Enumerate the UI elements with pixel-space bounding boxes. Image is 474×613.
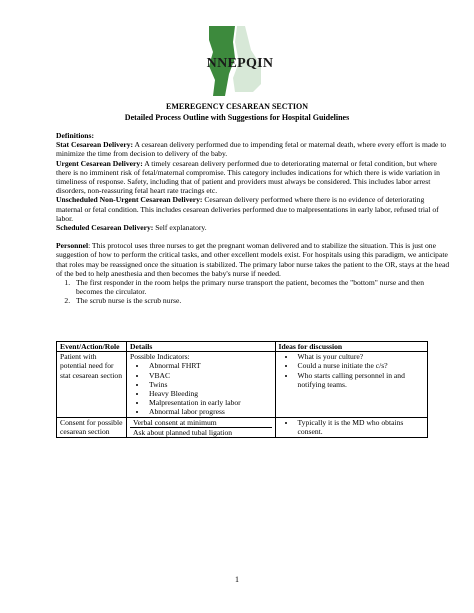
document-title: EMEREGENCY CESAREAN SECTION xyxy=(166,102,308,111)
ideas-cell xyxy=(275,352,427,417)
column-header: Event/Action/Role xyxy=(57,342,127,352)
event-cell: Patient with potential need for stat cesarean section xyxy=(57,352,127,417)
definition-text: Self explanatory. xyxy=(153,223,207,233)
document-body xyxy=(56,131,452,306)
personnel-text: : This protocol uses three nurses to get the pregnant woman delivered and to stabilize the situation. This is just one suggestion of how to perform the critical tasks, and other excellent models exist. For hospitals using this paradigm, we anticipate that roles may be reassigned once the situation is stabilized. The primary labor nurse takes the patient to the OR, stays at the head of the bed to help anesthesia and then becomes the baby's nurse if needed. xyxy=(56,241,450,278)
document-subtitle: Detailed Process Outline with Suggestions for Hospital Guidelines xyxy=(124,113,350,122)
list-item: 1. The first responder in the room helps the primary nurse transport the patient, becomes the "bottom" nurse and then becomes the circulator. xyxy=(72,278,452,296)
ideas-cell xyxy=(275,417,427,437)
column-header: Ideas for discussion xyxy=(275,342,427,352)
definition-scheduled xyxy=(56,223,452,232)
definition-urgent xyxy=(56,159,452,196)
definition-text: A timely cesarean delivery performed due to deteriorating maternal or fetal condition, but where there is no imminent risk of fetal/maternal compromise. This category includes indications for which there is wide variation in timeliness of response. Safety, including that of patient and providers must always be considered. This includes labor arrest disorders, non-reassuring fetal heart rate tracings etc. xyxy=(56,158,440,196)
list-item: 2. The scrub nurse is the scrub nurse. xyxy=(72,296,452,305)
nnepqin-logo xyxy=(195,22,277,102)
detail-line: Ask about planned tubal ligation xyxy=(132,427,233,437)
definition-term: Stat Cesarean Delivery: xyxy=(56,140,134,150)
table-row xyxy=(57,352,428,417)
definition-term: Urgent Cesarean Delivery: xyxy=(56,158,143,168)
page-number: 1 xyxy=(235,575,239,584)
list-item: • What is your culture? xyxy=(296,352,424,361)
ideas-list xyxy=(279,418,424,436)
details-intro: Possible Indicators: xyxy=(129,352,190,362)
list-item: • Could a nurse initiate the c/s? xyxy=(296,361,424,370)
indicator-list xyxy=(130,361,272,416)
details-cell xyxy=(126,352,275,417)
definition-text: A cesarean delivery performed due to impending fetal or maternal death, where every effort is made to minimize the time from decision to delivery of the baby. xyxy=(56,140,447,159)
list-item: • Who starts calling personnel in and notifying teams. xyxy=(296,371,424,389)
event-cell: Consent for possible cesarean section xyxy=(57,417,127,437)
logo-text: NNEPQIN xyxy=(206,56,274,71)
process-table xyxy=(56,341,428,438)
list-item: • Abnormal FHRT xyxy=(147,361,272,370)
list-item: • VBAC xyxy=(147,371,272,380)
personnel-term: Personnel xyxy=(56,241,89,251)
list-item: • Abnormal labor progress xyxy=(147,407,272,416)
definition-term: Scheduled Cesarean Delivery: xyxy=(56,223,154,233)
definition-term: Unscheduled Non-Urgent Cesarean Delivery: xyxy=(56,195,203,205)
list-item: • Typically it is the MD who obtains consent. xyxy=(296,418,424,436)
table-header-row xyxy=(57,342,428,352)
definition-text: Cesarean delivery performed where there is no evidence of deteriorating maternal or fetal condition. This includes cesarean deliveries performed due to malpresentations in early labor, refused trial of labor. xyxy=(56,195,439,223)
definitions-heading: Definitions: xyxy=(56,131,94,140)
column-header: Details xyxy=(126,342,275,352)
detail-line: Verbal consent at minimum xyxy=(130,418,272,428)
list-item: • Malpresentation in early labor xyxy=(147,398,272,407)
definition-stat xyxy=(56,140,452,158)
details-cell xyxy=(126,417,275,437)
ideas-list xyxy=(279,352,424,389)
table-row xyxy=(57,417,428,437)
personnel-list xyxy=(56,278,452,306)
personnel-paragraph xyxy=(56,241,452,278)
definition-unscheduled xyxy=(56,195,452,223)
list-item: • Twins xyxy=(147,380,272,389)
list-item: • Heavy Bleeding xyxy=(147,389,272,398)
